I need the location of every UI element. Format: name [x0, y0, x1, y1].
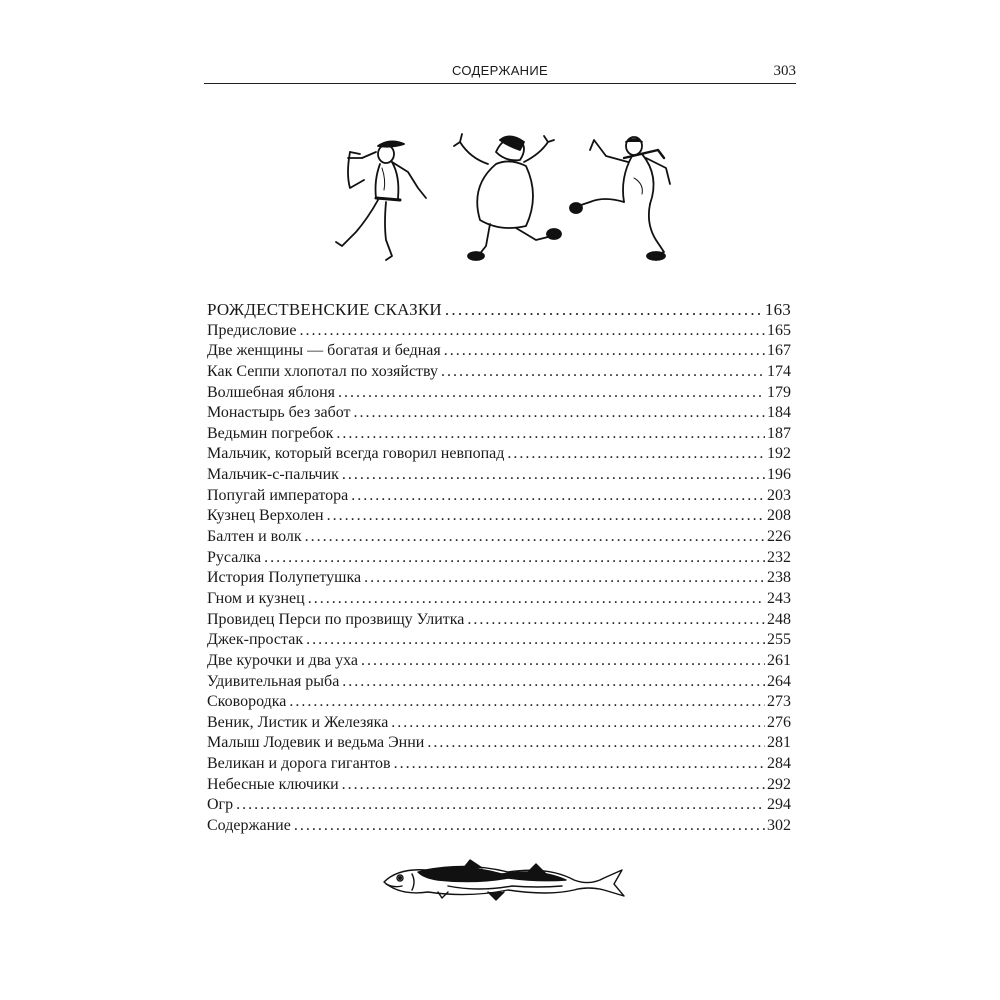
toc-entry-title: Как Сеппи хлопотал по хозяйству — [207, 362, 439, 380]
toc-entry-page: 243 — [767, 589, 791, 607]
toc-entry[interactable] — [207, 444, 791, 465]
toc-entry-title: Попугай императора — [207, 486, 349, 504]
toc-leader-dots — [467, 610, 765, 631]
toc-entry-page: 232 — [767, 548, 791, 566]
toc-entry-title: Предисловие — [207, 321, 297, 339]
toc-entry-title: Небесные ключики — [207, 775, 339, 793]
toc-entry[interactable] — [207, 506, 791, 527]
toc-leader-dots — [336, 424, 765, 445]
toc-entry[interactable] — [207, 692, 791, 713]
header-rule — [204, 83, 796, 84]
toc-entry-page: 284 — [767, 755, 791, 773]
toc-leader-dots — [305, 527, 765, 548]
toc-entry[interactable] — [207, 486, 791, 507]
toc-entry[interactable] — [207, 795, 791, 816]
toc-leader-dots — [354, 403, 765, 424]
toc-entry-page: 184 — [767, 404, 791, 422]
toc-leader-dots — [264, 548, 765, 569]
toc-leader-dots — [441, 362, 765, 383]
toc-entry-page: 292 — [767, 775, 791, 793]
dancer-with-hat — [336, 141, 426, 260]
toc-entry-page: 294 — [767, 796, 791, 814]
toc-entry-title: Две курочки и два уха — [207, 651, 359, 669]
toc-entry-title: Русалка — [207, 548, 262, 566]
toc-entry-title: Мальчик, который всегда говорил невпопад — [207, 445, 505, 463]
toc-leader-dots — [236, 795, 765, 816]
toc-leader-dots — [427, 733, 765, 754]
toc-leader-dots — [391, 713, 765, 734]
toc-leader-dots — [445, 300, 763, 321]
toc-entry[interactable] — [207, 403, 791, 424]
toc-leader-dots — [361, 651, 765, 672]
running-head — [204, 62, 796, 84]
toc-leader-dots — [308, 589, 765, 610]
toc-entry-title: Джек-простак — [207, 631, 304, 649]
toc-leader-dots — [306, 630, 765, 651]
toc-leader-dots — [338, 383, 765, 404]
toc-entry[interactable] — [207, 630, 791, 651]
toc-entry-page: 208 — [767, 507, 791, 525]
toc-entry-title: Удивительная рыба — [207, 672, 340, 690]
toc-entry-page: 174 — [767, 362, 791, 380]
toc-leader-dots — [394, 754, 765, 775]
dancer-in-dress — [454, 134, 561, 260]
toc-entry-title: Гном и кузнец — [207, 589, 305, 607]
toc-entry-title: История Полупетушка — [207, 569, 362, 587]
toc-entry-title: Две женщины — богатая и бедная — [207, 342, 441, 360]
toc-entry-page: 196 — [767, 466, 791, 484]
toc-entry-title: Ведьмин погребок — [207, 424, 334, 442]
toc-entry-page: 187 — [767, 424, 791, 442]
toc-entry-page: 276 — [767, 713, 791, 731]
toc-entry-page: 264 — [767, 672, 791, 690]
toc-entry[interactable] — [207, 733, 791, 754]
toc-leader-dots — [299, 321, 765, 342]
toc-leader-dots — [364, 568, 765, 589]
toc-entry-title: Веник, Листик и Железяка — [207, 713, 389, 731]
toc-entry-title: Провидец Перси по прозвищу Улитка — [207, 610, 465, 628]
toc-entry-title: Волшебная яблоня — [207, 383, 336, 401]
toc-entry-page: 165 — [767, 321, 791, 339]
running-title: СОДЕРЖАНИЕ — [451, 63, 548, 78]
toc-entry[interactable] — [207, 424, 791, 445]
toc-entry-page: 167 — [767, 342, 791, 360]
dancing-figures-illustration — [320, 128, 700, 268]
toc-entry[interactable] — [207, 589, 791, 610]
toc-entry[interactable] — [207, 321, 791, 342]
toc-entry-title: Содержание — [207, 817, 291, 835]
toc-entry-title: Великан и дорога гигантов — [207, 755, 391, 773]
toc-entry[interactable] — [207, 754, 791, 775]
toc-entry[interactable] — [207, 383, 791, 404]
toc-entry[interactable] — [207, 816, 791, 837]
toc-leader-dots — [444, 341, 765, 362]
toc-entry[interactable] — [207, 465, 791, 486]
toc-entry[interactable] — [207, 610, 791, 631]
toc-leader-dots — [342, 465, 765, 486]
toc-entry-title: Сковородка — [207, 693, 287, 711]
toc-entry-page: 203 — [767, 486, 791, 504]
toc-leader-dots — [342, 775, 765, 796]
toc-entry-page: 226 — [767, 528, 791, 546]
toc-entry[interactable] — [207, 527, 791, 548]
toc-entry-title: Мальчик-с-пальчик — [207, 466, 339, 484]
toc-entry-page: 255 — [767, 631, 791, 649]
toc-leader-dots — [289, 692, 765, 713]
page-number: 303 — [773, 63, 796, 79]
toc-entry-page: 192 — [767, 445, 791, 463]
toc-entry-page: 281 — [767, 734, 791, 752]
toc-leader-dots — [294, 816, 765, 837]
dancer-with-scarf — [570, 137, 670, 260]
toc-leader-dots — [351, 486, 765, 507]
toc-entry-page: 273 — [767, 693, 791, 711]
toc-entry[interactable] — [207, 568, 791, 589]
table-of-contents — [207, 300, 791, 837]
toc-entry-page: 248 — [767, 610, 791, 628]
toc-entry[interactable] — [207, 651, 791, 672]
toc-entry-title: Малыш Лодевик и ведьма Энни — [207, 734, 425, 752]
toc-entry-page: 261 — [767, 651, 791, 669]
fish-illustration — [378, 856, 628, 902]
toc-section-row[interactable] — [207, 300, 791, 321]
toc-leader-dots — [327, 506, 765, 527]
toc-leader-dots — [507, 444, 765, 465]
toc-entry[interactable] — [207, 362, 791, 383]
toc-entry-title: Кузнец Верхолен — [207, 507, 324, 525]
toc-entry-page: 179 — [767, 383, 791, 401]
toc-section-page: 163 — [764, 300, 791, 319]
toc-entry-page: 238 — [767, 569, 791, 587]
toc-entry-title: Огр — [207, 796, 234, 814]
toc-section-title: РОЖДЕСТВЕНСКИЕ СКАЗКИ — [207, 300, 442, 319]
toc-entry[interactable] — [207, 672, 791, 693]
toc-entry[interactable] — [207, 548, 791, 569]
toc-leader-dots — [342, 672, 765, 693]
toc-entry-title: Монастырь без забот — [207, 404, 351, 422]
toc-entry[interactable] — [207, 341, 791, 362]
toc-entry[interactable] — [207, 775, 791, 796]
toc-entry[interactable] — [207, 713, 791, 734]
toc-entry-page: 302 — [767, 817, 791, 835]
toc-entry-title: Балтен и волк — [207, 528, 302, 546]
